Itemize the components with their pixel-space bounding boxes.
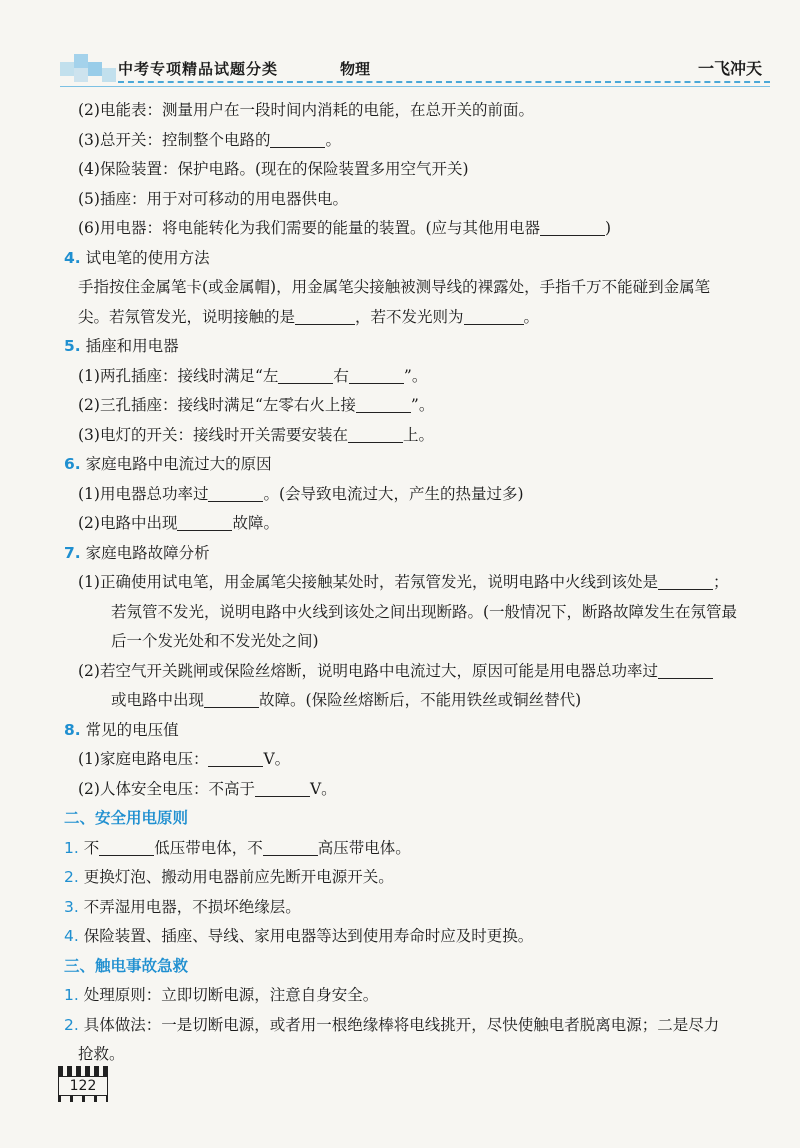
text-line: (2)三孔插座：接线时满足“左零右火上接 ”。 — [78, 396, 435, 414]
header-rule — [60, 86, 770, 87]
answer-blank — [208, 748, 263, 767]
text-line: (4)保险装置：保护电路。(现在的保险装置多用空气开关) — [78, 160, 469, 178]
part-heading-3: 三、触电事故急救 — [64, 956, 189, 975]
section-heading: 5. 插座和用电器 — [64, 337, 179, 355]
section-heading: 4. 试电笔的使用方法 — [64, 248, 210, 267]
part-heading-2: 二、安全用电原则 — [64, 809, 189, 827]
answer-blank — [356, 394, 411, 413]
text-line: 若氖管不发光，说明电路中火线到该处之间出现断路。(一般情况下，断路故障发生在氖管最 — [111, 602, 738, 621]
text-line: (2)电路中出现 故障。 — [78, 514, 279, 532]
text-line: 或电路中出现 故障。(保险丝熔断后，不能用铁丝或铜丝替代) — [111, 691, 582, 709]
badge-dots — [58, 1096, 108, 1102]
text-line: (1)家庭电路电压： V。 — [78, 750, 291, 768]
header-decoration — [60, 54, 118, 86]
list-item: 1. 处理原则：立即切断电源，注意自身安全。 — [64, 986, 379, 1004]
page-header — [60, 48, 770, 88]
text-line: (2)若空气开关跳闸或保险丝熔断，说明电路中电流过大，原因可能是用电器总功率过 — [64, 657, 776, 687]
header-subject: 物理 — [340, 60, 371, 78]
list-item: 1. 不 低压带电体，不 高压带电体。 — [64, 838, 411, 857]
list-item: 3. 不弄湿用电器，不损坏绝缘层。 — [64, 897, 301, 916]
list-item: 2. 具体做法：一是切断电源，或者用一根绝缘棒将电线挑开，尽快使触电者脱离电源；二是尽力 — [64, 1015, 720, 1034]
text-line: (3)电灯的开关：接线时开关需要安装在 上。 — [78, 425, 434, 444]
text-line: 后一个发光处和不发光处之间) — [111, 632, 319, 650]
text-line: (1)用电器总功率过 。(会导致电流过大，产生的热量过多) — [78, 484, 524, 503]
header-brand: 一飞冲天 — [697, 59, 762, 78]
answer-blank — [204, 689, 259, 708]
section-heading: 7. 家庭电路故障分析 — [64, 543, 210, 562]
text-line: 尖。若氖管发光，说明接触的是 ，若不发光则为 。 — [78, 307, 540, 326]
badge-stripes — [58, 1066, 108, 1076]
list-item: 2. 更换灯泡、搬动用电器前应先断开电源开关。 — [64, 868, 394, 886]
answer-blank — [658, 571, 713, 590]
answer-blank — [208, 483, 263, 502]
answer-blank — [255, 778, 310, 797]
text-line: (2)电能表：测量用户在一段时间内消耗的电能，在总开关的前面。 — [78, 101, 534, 119]
answer-blank — [349, 365, 404, 384]
answer-blank — [348, 424, 403, 443]
document-body — [64, 96, 776, 1070]
text-line: (1)正确使用试电笔，用金属笔尖接触某处时，若氖管发光，说明电路中火线到该处是 ； — [78, 573, 729, 591]
text-line: 手指按住金属笔卡(或金属帽)，用金属笔尖接触被测导线的裸露处，手指千万不能碰到金属笔 — [78, 278, 711, 296]
header-dashed-line — [118, 81, 770, 83]
text-line: (6)用电器：将电能转化为我们需要的能量的装置。(应与其他用电器 ) — [78, 219, 612, 237]
answer-blank — [270, 129, 325, 148]
list-item: 4. 保险装置、插座、导线、家用电器等达到使用寿命时应及时更换。 — [64, 927, 534, 945]
text-line: (5)插座：用于对可移动的用电器供电。 — [78, 189, 348, 208]
text-line: (2)人体安全电压：不高于 V。 — [78, 779, 337, 798]
answer-blank — [99, 837, 154, 856]
answer-blank — [658, 660, 713, 679]
answer-blank — [177, 512, 232, 531]
header-title: 中考专项精品试题分类 — [118, 60, 279, 78]
text-line: (3)总开关：控制整个电路的 。 — [78, 130, 341, 149]
answer-blank — [263, 837, 318, 856]
answer-blank — [278, 365, 333, 384]
answer-blank — [540, 217, 605, 236]
page-number-badge — [58, 1066, 108, 1096]
answer-blank — [295, 306, 355, 325]
text-line: (1)两孔插座：接线时满足“左 右 ”。 — [78, 366, 428, 385]
page-number: 122 — [58, 1076, 108, 1096]
answer-blank — [464, 306, 524, 325]
text-line: 抢救。 — [78, 1045, 125, 1063]
section-heading: 8. 常见的电压值 — [64, 720, 179, 739]
section-heading: 6. 家庭电路中电流过大的原因 — [64, 455, 272, 473]
